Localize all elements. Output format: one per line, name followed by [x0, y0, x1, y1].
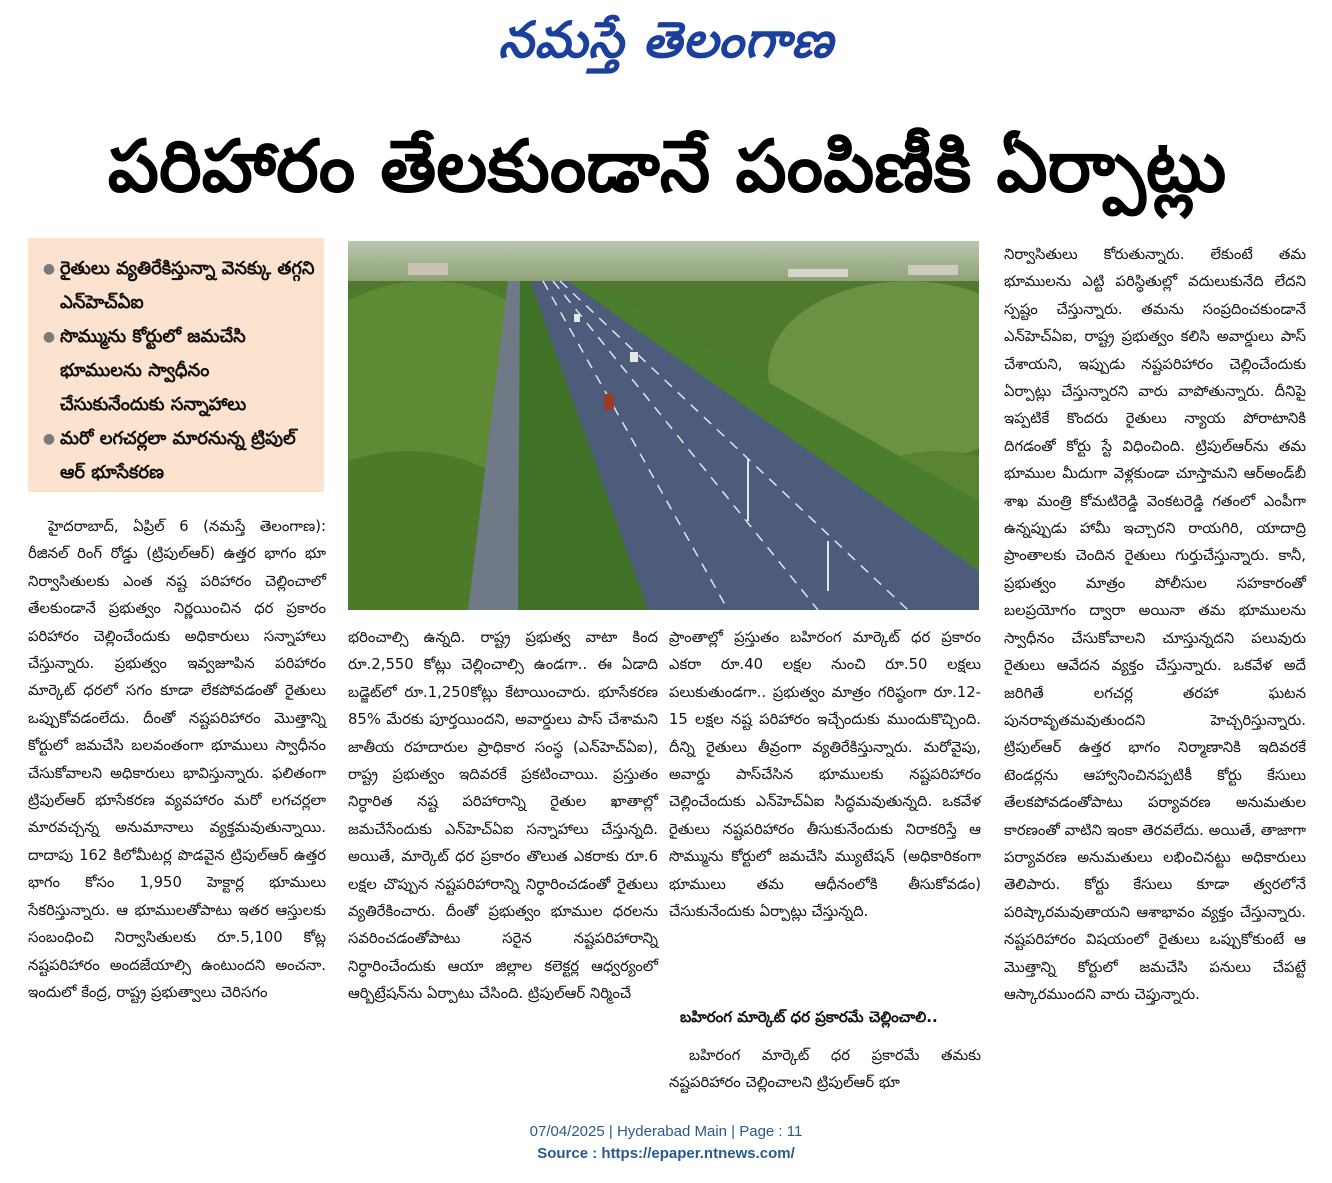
highlight-text: రైతులు వ్యతిరేకిస్తున్నా వెనక్కు తగ్గని ఎన్‌హెచ్‌ఏఐ — [60, 258, 315, 313]
page-footer-source: Source : https://epaper.ntnews.com/ — [537, 1145, 795, 1162]
article-column-3: ప్రాంతాల్లో ప్రస్తుతం బహిరంగ మార్కెట్ ధర ప్రకారం ఎకరా రూ.40 లక్షల నుంచి రూ.50 లక్షలు పలుకుతుండగా.. ప్రభుత్వం మాత్రం గరిష్ఠంగా రూ.12-15 లక్షల నష్ట పరిహారం ఇచ్చేందుకు ముందుకొచ్చింది. దీన్ని రైతులు తీవ్రంగా వ్యతిరేకిస్తున్నారు. మరోవైపు, అవార్డు పాస్‌చేసిన భూములకు నష్టపరిహారం చెల్లించేందుకు ఎన్‌హెచ్‌ఏఐ సిద్ధమవుతున్నది. ఒకవేళ రైతులు నష్టపరిహారం తీసుకునేందుకు నిరాకరిస్తే ఆ సొమ్మును కోర్టులో జమచేసి మ్యుటేషన్ (అధికారికంగా భూములు తమ ఆధీనంలోకి తీసుకోవడం) చేసుకునేందుకు ఏర్పాట్లు చేస్తున్నది. — [669, 629, 981, 921]
page-footer-date: 07/04/2025 | Hyderabad Main | Page : 11 — [529, 1123, 803, 1140]
highlight-text: మరో లగచర్లలా మారనున్న ట్రిపుల్ ఆర్ భూసేకరణ — [60, 428, 296, 483]
bullet-icon: ● — [42, 329, 56, 345]
article-headline: పరిహారం తేలకుండానే పంపిణీకి ఏర్పాట్లు — [107, 124, 1227, 208]
article-column-3-continued: బహిరంగ మార్కెట్ ధర ప్రకారమే తమకు నష్టపరిహారం చెల్లించాలని ట్రిపుల్‌ఆర్ భూ — [669, 1047, 981, 1092]
bullet-icon: ● — [42, 431, 56, 447]
newspaper-masthead: నమస్తే తెలంగాణ — [498, 10, 834, 69]
bullet-icon: ● — [42, 261, 56, 277]
highway-aerial-photo — [348, 241, 979, 610]
article-column-1: హైదరాబాద్, ఏప్రిల్ 6 (నమస్తే తెలంగాణ): రీజినల్ రింగ్ రోడ్డు (ట్రిపుల్‌ఆర్) ఉత్తర భాగం భూ నిర్వాసితులకు ఎంత నష్ట పరిహారం చెల్లించాలో తేలకుండానే ప్రభుత్వం నిర్ణయించిన ధర ప్రకారం పరిహారం చెల్లించేందుకు అధికారులు సన్నాహాలు చేస్తున్నారు. ప్రభుత్వం ఇవ్వజూపిన పరిహారం మార్కెట్ ధరలో సగం కూడా లేకపోవడంతో రైతులు ఒప్పుకోవడంలేదు. దీంతో నష్టపరిహారం మొత్తాన్ని కోర్టులో జమచేసి బలవంతంగా భూములు స్వాధీనం చేసుకోవాలని అధికారులు భావిస్తున్నారు. ఫలితంగా ట్రిపుల్‌ఆర్ భూసేకరణ వ్యవహారం మరో లగచర్లలా మారవచ్చన్న అనుమానాలు వ్యక్తమవుతున్నాయి. దాదాపు 162 కిలోమీటర్ల పొడవైన ట్రిపుల్‌ఆర్ ఉత్తర భాగం కోసం 1,950 హెక్టార్ల భూములు సేకరిస్తున్నారు. ఆ భూములతోపాటు ఇతర ఆస్తులకు సంబంధించి నిర్వాసితులకు రూ.5,100 కోట్ల నష్టపరిహారం అందజేయాల్సి ఉంటుందని అంచనా. ఇందులో కేంద్ర, రాష్ట్ర ప్రభుత్వాలు చెరిసగం — [28, 518, 326, 1001]
highlight-item — [38, 422, 316, 490]
article-subheading: బహిరంగ మార్కెట్ ధర ప్రకారమే చెల్లించాలి.. — [680, 1008, 938, 1026]
highlight-item — [38, 320, 316, 422]
article-column-2: భరించాల్సి ఉన్నది. రాష్ట్ర ప్రభుత్వ వాటా కింద రూ.2,550 కోట్లు చెల్లించాల్సి ఉండగా.. ఈ ఏడాది బడ్జెట్‌లో రూ.1,250కోట్లు కేటాయించారు. భూసేకరణ 85% మేరకు పూర్తయిందని, అవార్డులు పాస్ చేశామని జాతీయ రహదారుల ప్రాధికార సంస్థ (ఎన్‌హెచ్‌ఏఐ), రాష్ట్ర ప్రభుత్వం ఇదివరకే ప్రకటించాయి. ప్రస్తుతం నిర్ధారిత నష్ట పరిహారాన్ని రైతుల ఖాతాల్లో జమచేసేందుకు ఎన్‌హెచ్‌ఏఐ సన్నాహాలు చేస్తున్నది. అయితే, మార్కెట్ ధర ప్రకారం తొలుత ఎకరాకు రూ.6 లక్షల చొప్పున నష్టపరిహారాన్ని నిర్ధారించడంతో రైతులు వ్యతిరేకించారు. దీంతో ప్రభుత్వం భూముల ధరలను సవరించడంతోపాటు సరైన నష్టపరిహారాన్ని నిర్ధారించేందుకు ఆయా జిల్లాల కలెక్టర్ల ఆధ్వర్యంలో ఆర్బిట్రేషన్‌ను ఏర్పాటు చేసింది. ట్రిపుల్‌ఆర్ నిర్మించే — [348, 629, 658, 1003]
article-column-4: నిర్వాసితులు కోరుతున్నారు. లేకుంటే తమ భూములను ఎట్టి పరిస్థితుల్లో వదులుకునేది లేదని స్పష్టం చేస్తున్నారు. తమను సంప్రదించకుండానే ఎన్‌హెచ్‌ఏఐ, రాష్ట్ర ప్రభుత్వం కలిసి అవార్డులు పాస్ చేశాయని, ఇప్పుడు నష్టపరిహారం చెల్లించేందుకు ఏర్పాట్లు చేస్తున్నారని వారు వాపోతున్నారు. దీనిపై ఇప్పటికే కొందరు రైతులు న్యాయ పోరాటానికి దిగడంతో కోర్టు స్టే విధించింది. ట్రిపుల్‌ఆర్‌ను తమ భూముల మీదుగా వెళ్లకుండా చూస్తామని ఆర్‌అండ్‌బీ శాఖ మంత్రి కోమటిరెడ్డి వెంకటరెడ్డి గతంలో ఎంపీగా ఉన్నప్పుడు హామీ ఇచ్చారని రాయగిరి, యాదాద్రి ప్రాంతాలకు చెందిన రైతులు గుర్తుచేస్తున్నారు. కానీ, ప్రభుత్వం మాత్రం పోలీసుల సహకారంతో బలప్రయోగం ద్వారా అయినా తమ భూములను స్వాధీనం చేసుకోవాలని చూస్తున్నదని పలువురు రైతులు ఆవేదన వ్యక్తం చేస్తున్నారు. ఒకవేళ అదే జరిగితే లగచర్ల తరహా ఘటన పునరావృతమవుతుందని హెచ్చరిస్తున్నారు. ట్రిపుల్‌ఆర్ ఉత్తర భాగం నిర్మాణానికి ఇదివరకే టెండర్లను ఆహ్వానించినప్పటికీ కోర్టు కేసులు తేలకపోవడంతోపాటు పర్యావరణ అనుమతుల కారణంతో వాటిని ఇంకా తెరవలేదు. అయితే, తాజాగా పర్యావరణ అనుమతులు లభించినట్టు అధికారులు తెలిపారు. కోర్టు కేసులు కూడా త్వరలోనే పరిష్కారమవుతాయని ఆశాభావం వ్యక్తం చేస్తున్నారు. నష్టపరిహారం విషయంలో రైతులు ఒప్పుకోకుంటే ఆ మొత్తాన్ని కోర్టులో జమచేసి పనులు చేపట్టే ఆస్కారముందని వారు చెప్తున్నారు. — [1004, 246, 1306, 1003]
highlight-text: సొమ్మును కోర్టులో జమచేసి భూములను స్వాధీనం చేసుకునేందుకు సన్నాహాలు — [60, 326, 247, 415]
highlight-item — [38, 252, 316, 320]
highlights-box — [28, 238, 324, 492]
